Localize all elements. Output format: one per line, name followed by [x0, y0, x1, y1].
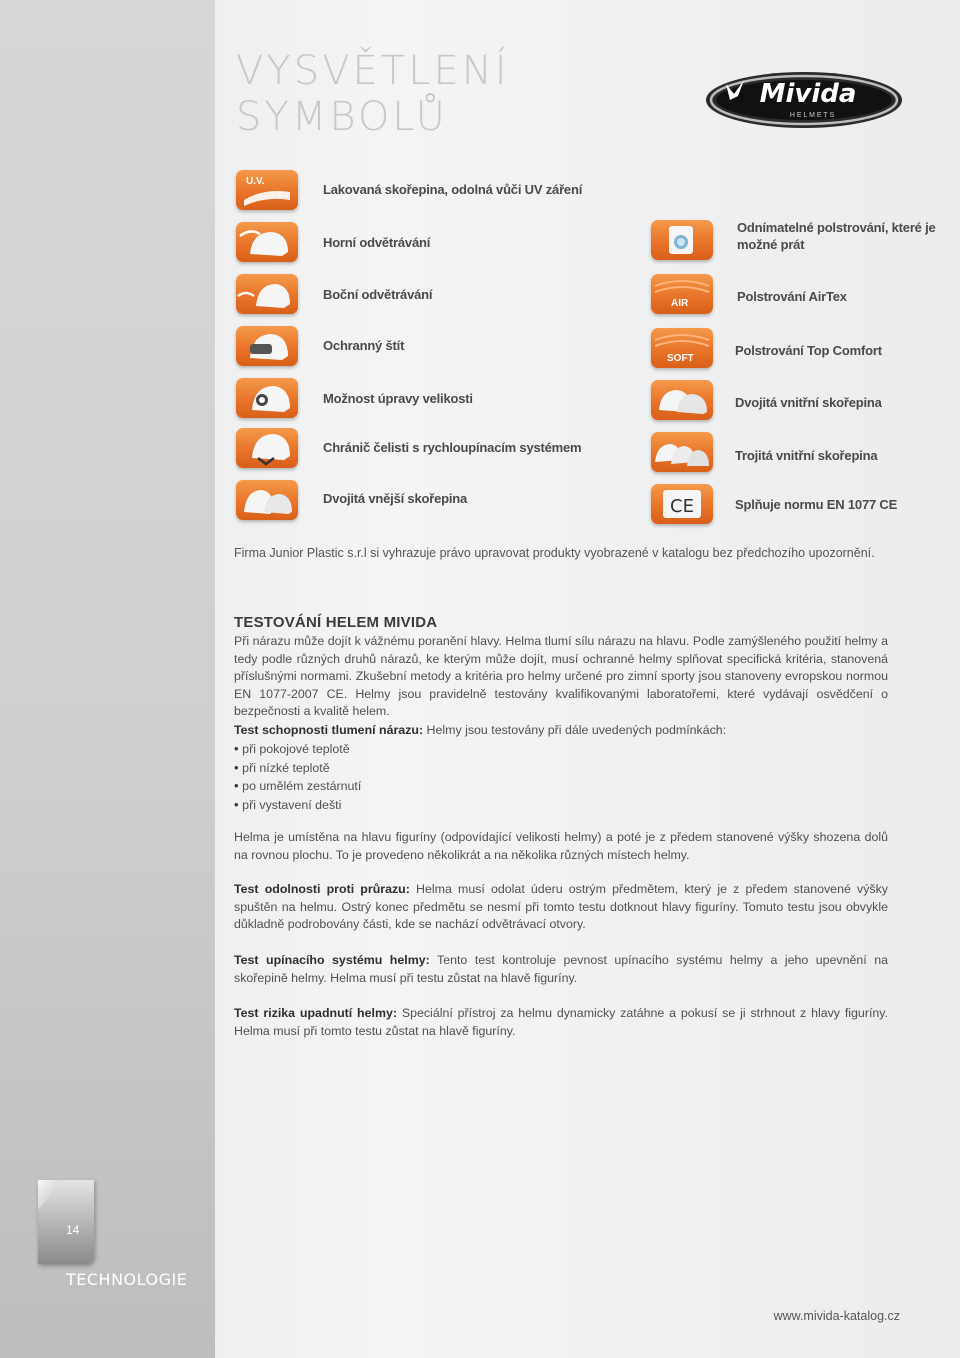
double-inner-shell-icon — [651, 380, 713, 420]
logo-subtext: H E L M E T S — [789, 112, 835, 119]
symbol-label-top-ventilation: Horní odvětrávání — [323, 235, 431, 250]
symbol-label-size-adjust: Možnost úpravy velikosti — [323, 391, 473, 406]
impact-description-text: Helma je umístěna na hlavu figuríny (odpovídající velikosti helmy) a poté je z předem stanovené výšky shozena dolů na rovnou plochu. To je provedeno několikrát a na několika různých místech helmy. — [234, 830, 888, 862]
logo-text: Mivida — [759, 79, 857, 109]
rolloff-test-label: Test rizika upadnutí helmy: — [234, 1006, 397, 1020]
list-item: • při nízké teplotě — [234, 759, 361, 778]
impact-conditions-list — [234, 740, 361, 814]
disclaimer-notice: Firma Junior Plastic s.r.l si vyhrazuje právo upravovat produkty vyobrazené v katalogu bez předchozího upozornění. — [234, 546, 875, 560]
list-item: • při pokojové teplotě — [234, 740, 361, 759]
page-title — [236, 48, 656, 140]
top-comfort-icon — [651, 328, 713, 368]
symbol-label-airtex: Polstrování AirTex — [737, 289, 847, 304]
impact-description-paragraph — [234, 829, 888, 864]
rolloff-test-text: Speciální přístroj za helmu dynamicky zatáhne a pokusí se ji strhnout z hlavy figuríny. Helma musí při tomto testu zůstat na hlavě figuríny. — [234, 1006, 888, 1038]
list-item: • po umělém zestárnutí — [234, 777, 361, 796]
mivida-logo — [704, 70, 904, 130]
penetration-test-label: Test odolnosti proti průrazu: — [234, 882, 410, 896]
retention-test-label: Test upínacího systému helmy: — [234, 953, 430, 967]
impact-test-label: Test schopnosti tlumení nárazu: — [234, 723, 424, 737]
symbol-label-triple-inner-shell: Trojitá vnitřní skořepina — [735, 448, 878, 463]
svg-text:CE: CE — [670, 496, 694, 517]
retention-test-paragraph — [234, 952, 888, 987]
uv-icon — [236, 170, 298, 210]
page-tab — [38, 1180, 94, 1264]
page-number: 14 — [66, 1223, 80, 1237]
airtex-icon — [651, 274, 713, 314]
symbol-label-uv: Lakovaná skořepina, odolná vůči UV záření — [323, 182, 583, 197]
symbol-label-double-outer-shell: Dvojitá vnější skořepina — [323, 491, 468, 506]
retention-test-text: Tento test kontroluje pevnost upínacího systému helmy a jeho upevnění na skořepině helmy. Helma musí při testu zůstat na hlavě figuríny. — [234, 953, 888, 985]
penetration-test-paragraph — [234, 881, 888, 934]
page-title-line1: VYSVĚTLENÍ — [236, 48, 510, 94]
page-title-line2: SYMBOLŮ — [236, 94, 448, 140]
penetration-test-text: Helma musí odolat úderu ostrým předmětem, který je z předem stanovené výšky spuštěn na helmu. Ostrý konec předmětu se nesmí při tomto testu dotknout hlavy figuríny. Tomuto testu jsou obvykle důkladně podrobovány části, kde se nachází odvětrávací otvory. — [234, 882, 888, 931]
impact-test-text: Helmy jsou testovány při dále uvedených podmínkách: — [423, 723, 727, 737]
washable-lining-icon — [651, 220, 713, 260]
testing-intro-text: Při nárazu může dojít k vážnému poranění hlavy. Helma tlumí sílu nárazu na hlavu. Podle zamýšleného použití helmy a tedy podle různých druhů nárazů, ke kterým může dojít, musí ochranné helmy splňovat specifická kritéria, stanovená příslušnými normami. Zkušební metody a kritéria pro helmy určené pro zimní sporty jsou stanoveny evropskou normou EN 1077-2007 CE. Helmy jsou pravidelně testovány kvalifikovanými laboratořemi, které vydávají osvědčení o bezpečnosti a kvalitě helem. — [234, 634, 888, 718]
list-item: • při vystavení dešti — [234, 796, 361, 815]
symbol-label-chin-guard: Chránič čelisti s rychloupínacím systémem — [323, 440, 582, 455]
double-outer-shell-icon — [236, 480, 298, 520]
section-label: TECHNOLOGIE — [66, 1270, 188, 1289]
symbol-label-side-ventilation: Boční odvětrávání — [323, 287, 433, 302]
triple-inner-shell-icon — [651, 432, 713, 472]
side-ventilation-icon — [236, 274, 298, 314]
chin-guard-icon — [236, 428, 298, 468]
website-url: www.mivida-katalog.cz — [773, 1309, 900, 1323]
testing-section-title: TESTOVÁNÍ HELEM MIVIDA — [234, 614, 438, 631]
testing-intro-paragraph — [234, 633, 888, 721]
rolloff-test-paragraph — [234, 1005, 888, 1040]
top-ventilation-icon — [236, 222, 298, 262]
size-adjust-icon — [236, 378, 298, 418]
svg-text:U.V.: U.V. — [246, 176, 265, 187]
symbol-label-visor: Ochranný štít — [323, 338, 405, 353]
ce-icon — [651, 484, 713, 524]
impact-test-heading — [234, 722, 888, 740]
left-sidebar — [0, 0, 215, 1358]
visor-icon — [236, 326, 298, 366]
symbol-label-top-comfort: Polstrování Top Comfort — [735, 343, 882, 358]
symbol-label-ce: Splňuje normu EN 1077 CE — [735, 497, 898, 512]
symbol-label-double-inner-shell: Dvojitá vnitřní skořepina — [735, 395, 882, 410]
symbol-label-washable-lining: Odnímatelné polstrování, které je možné prát — [737, 220, 936, 252]
svg-text:AIR: AIR — [671, 298, 689, 309]
svg-text:SOFT: SOFT — [667, 353, 694, 364]
